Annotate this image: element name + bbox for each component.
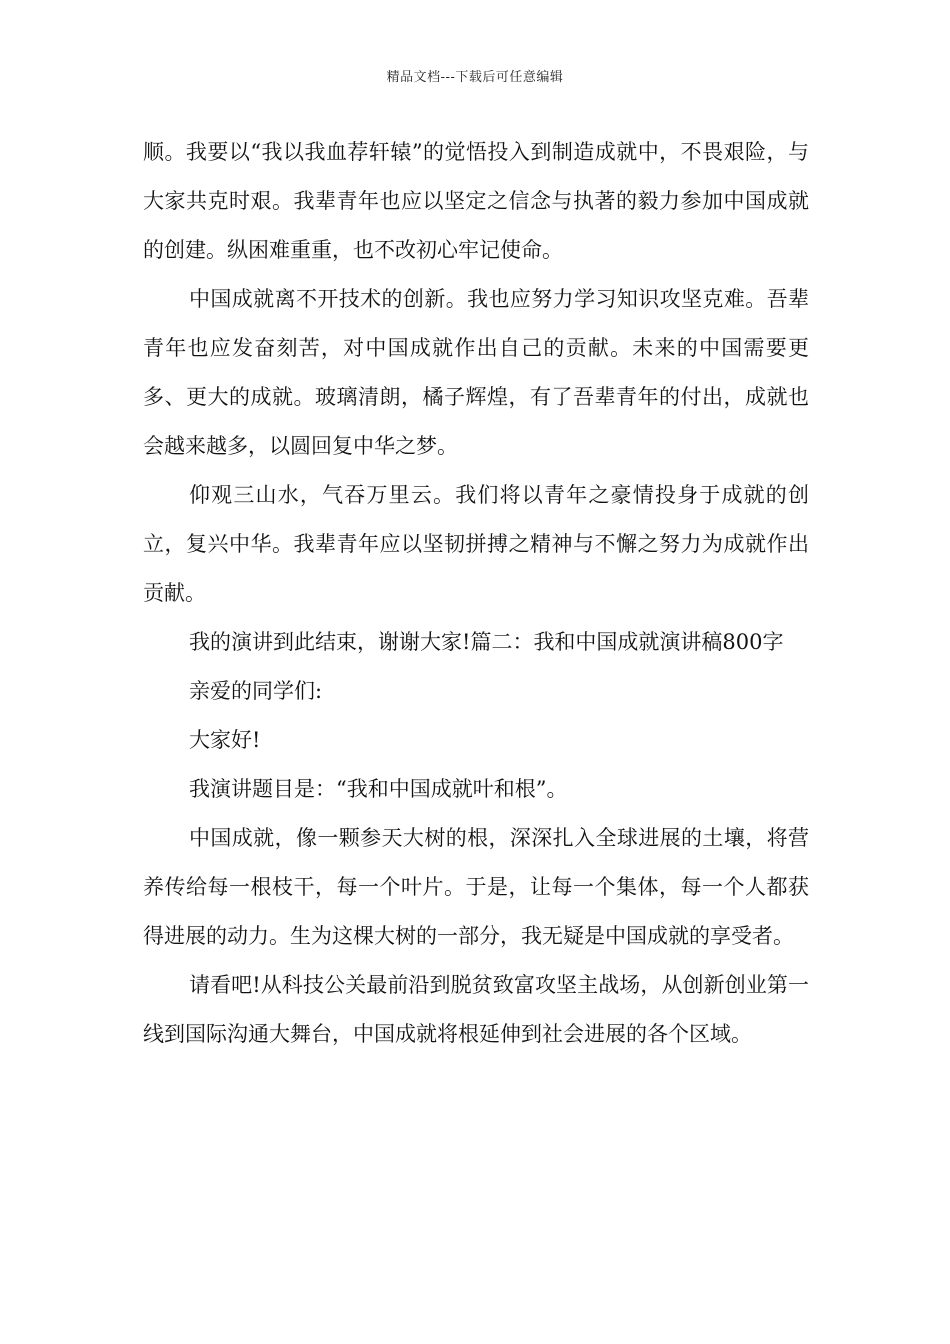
paragraph-9: 请看吧!从科技公关最前沿到脱贫致富攻坚主战场，从创新创业第一线到国际沟通大舞台，中国成就将根延伸到社会进展的各个区域。	[143, 973, 809, 1046]
paragraph-2: 中国成就离不开技术的创新。我也应努力学习知识攻坚克难。吾辈青年也应发奋刻苦，对中国成就作出自己的贡献。未来的中国需要更多、更大的成就。玻璃清朗，橘子辉煌，有了吾辈青年的付出，成就也会越来越多，以圆回复中华之梦。	[143, 287, 809, 458]
paragraph-1: 顺。我要以“我以我血荐轩辕”的觉悟投入到制造成就中，不畏艰险，与大家共克时艰。我辈青年也应以坚定之信念与执著的毅力参加中国成就的创建。纵困难重重，也不改初心牢记使命。	[143, 140, 809, 262]
document-body	[143, 128, 809, 1059]
paragraph-4: 我的演讲到此结束，谢谢大家!篇二：我和中国成就演讲稿800字	[189, 630, 784, 654]
paragraph-greeting: 大家好!	[189, 728, 261, 752]
paragraph-topic: 我演讲题目是：“我和中国成就叶和根”。	[189, 777, 568, 801]
page-header: 精品文档---下载后可任意编辑	[386, 70, 564, 85]
paragraph-salutation: 亲爱的同学们:	[189, 679, 323, 703]
paragraph-8: 中国成就，像一颗参天大树的根，深深扎入全球进展的土壤，将营养传给每一根枝干，每一个叶片。于是，让每一个集体，每一个人都获得进展的动力。生为这棵大树的一部分，我无疑是中国成就的享受者。	[143, 826, 809, 948]
paragraph-3: 仰观三山水，气吞万里云。我们将以青年之豪情投身于成就的创立，复兴中华。我辈青年应以坚韧拼搏之精神与不懈之努力为成就作出贡献。	[143, 483, 809, 605]
